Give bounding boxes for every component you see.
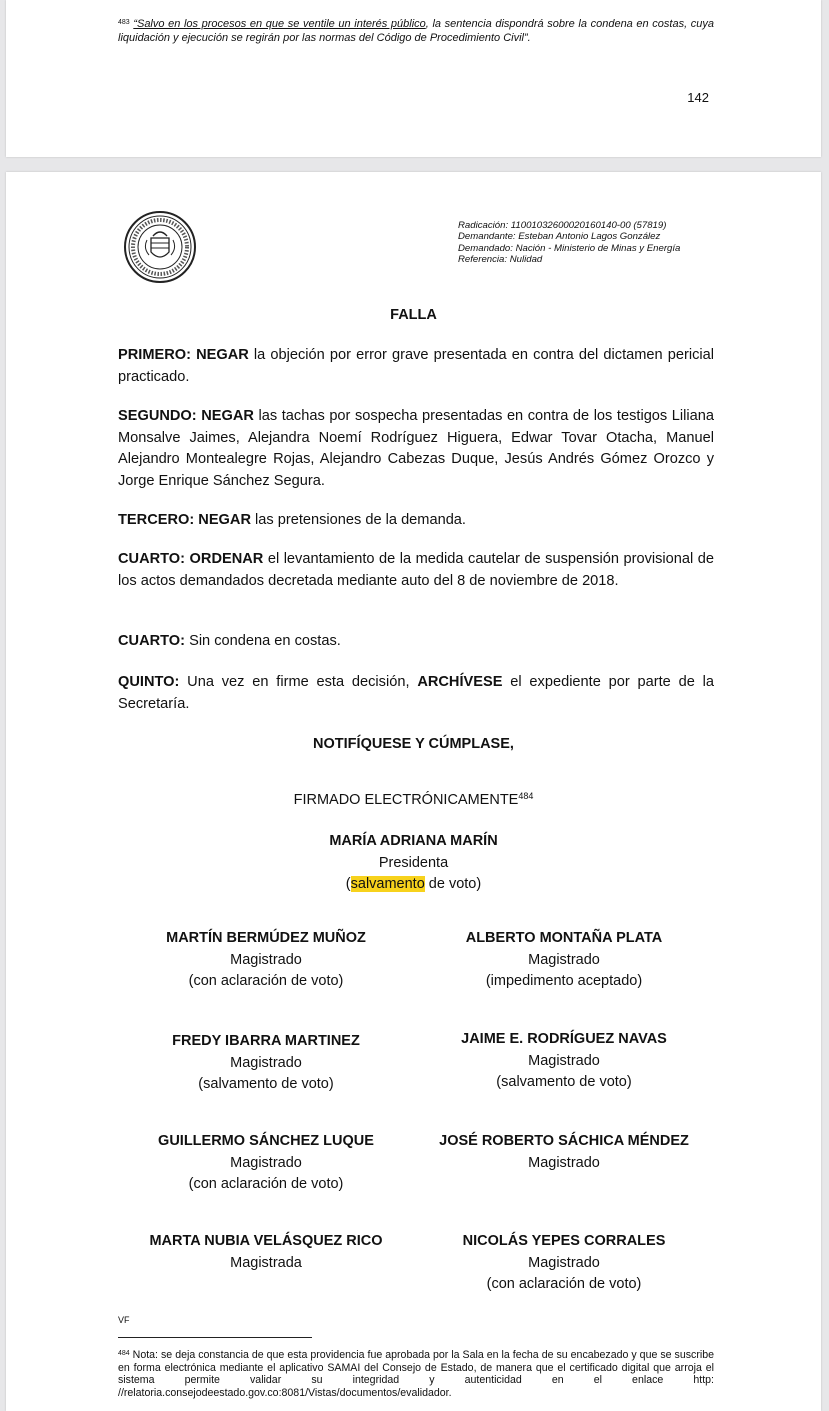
case-reference (458, 220, 716, 266)
signatory-note: (con aclaración de voto) (188, 1176, 344, 1193)
signatory-role: Magistrado (230, 1154, 302, 1171)
signatory-role: Presidenta (378, 854, 449, 871)
signatory-note: (salvamento de voto) (198, 1076, 334, 1093)
note-close: de voto) (424, 876, 482, 893)
case-referencia: Referencia: Nulidad (458, 254, 543, 266)
signatory-role: Magistrado (230, 951, 302, 968)
resolution-label: TERCERO: (118, 512, 195, 528)
case-demandante: Demandante: Esteban Antonio Lagos González (458, 231, 661, 243)
signature-block (96, 1231, 436, 1274)
signatory-name: MARTA NUBIA VELÁSQUEZ RICO (149, 1233, 383, 1249)
falla-title: FALLA (390, 307, 437, 323)
signature-block (96, 1031, 436, 1096)
footnote-text: Nota: se deja constancia de que esta providencia fue aprobada por la Sala en la fecha de su encabezado y que se suscribe en forma electrónica mediante el aplicativo SAMAI del Consejo de Estado, de manera que el certificado digital que arroja el sistema permite validar su integridad y autenticidad en el enlace http: //relatoria.consejodeestado.gov.co:8081/Vistas/documentos/evalidador. (118, 1349, 714, 1399)
signatory-role: Magistrado (528, 951, 600, 968)
drafter-initials: VF (118, 1315, 130, 1325)
signed-text: FIRMADO ELECTRÓNICAMENTE (293, 792, 519, 808)
resolution-label: CUARTO: (118, 551, 186, 567)
resolution-quinto (118, 672, 714, 715)
signatory-role: Magistrado (230, 1054, 302, 1071)
signatory-name: ALBERTO MONTAÑA PLATA (465, 930, 663, 946)
signatory-name: JAIME E. RODRÍGUEZ NAVAS (461, 1031, 667, 1047)
resolution-verb: ORDENAR (189, 551, 264, 567)
resolution-text: Sin condena en costas. (185, 633, 341, 649)
signatory-role: Magistrada (230, 1254, 302, 1271)
resolution-verb: NEGAR (196, 347, 249, 363)
previous-page (6, 0, 821, 157)
signatory-name: FREDY IBARRA MARTINEZ (172, 1033, 360, 1049)
signatory-role: Magistrado (528, 1052, 600, 1069)
resolution-text: el levantamiento de la medida cautelar de suspensión provisional de los actos demandados decretada mediante auto del 8 de noviembre de 2018. (118, 551, 715, 589)
signatory-note: (impedimento aceptado) (485, 973, 643, 990)
resolution-tercero (118, 510, 714, 532)
signature-block (96, 928, 436, 993)
resolution-label: SEGUNDO: (118, 408, 197, 424)
resolution-cuarto-ordenar (118, 549, 714, 592)
case-demandado: Demandado: Nación - Ministerio de Minas y Energía (458, 242, 681, 254)
signatory-note: (con aclaración de voto) (486, 1276, 642, 1293)
closing-formula: NOTIFÍQUESE Y CÚMPLASE, (313, 736, 514, 752)
consejo-de-estado-seal-icon (123, 210, 197, 284)
note-open: ( (345, 876, 351, 893)
resolution-verb: ARCHÍVESE (417, 674, 503, 690)
signatory-name: NICOLÁS YEPES CORRALES (462, 1233, 666, 1249)
page-number: 142 (687, 90, 709, 105)
resolution-text: las tachas por sospecha presentadas en contra de los testigos Liliana Monsalve Jaimes, Alejandra Noemí Rodríguez Higuera, Edwar Tovar Otacha, Manuel Alejandro Montealegre Rojas, Alejandro Cabezas Duque, Jesús Andrés Gómez Orozco y Jorge Enrique Sánchez Segura. (118, 408, 714, 489)
signature-block (394, 928, 734, 993)
footnote-484 (118, 1348, 714, 1399)
resolution-text: Una vez en firme esta decisión, (179, 674, 418, 690)
signatory-note (6, 874, 821, 896)
highlighted-search-term: salvamento (350, 876, 425, 893)
resolution-text: la objeción por error grave presentada en contra del dictamen pericial practicado. (118, 347, 714, 385)
resolution-label: PRIMERO: (118, 347, 191, 363)
resolution-verb: NEGAR (201, 408, 254, 424)
footnote-quote-rest: , la sentencia dispondrá sobre la condena en costas, cuya liquidación y ejecución se regirán por las normas del Código de Procedimiento Civil”. (118, 18, 714, 44)
document-page (6, 172, 821, 1411)
signatory-name: MARTÍN BERMÚDEZ MUÑOZ (166, 930, 366, 946)
signature-block (96, 1131, 436, 1196)
signatory-note: (salvamento de voto) (496, 1074, 632, 1091)
footnote-number: 483 (118, 19, 130, 26)
footnote-483 (118, 16, 714, 45)
footnote-quote-underlined: “Salvo en los procesos en que se ventile un interés público (133, 18, 426, 30)
signatory-name: GUILLERMO SÁNCHEZ LUQUE (158, 1133, 374, 1149)
signatory-note: (con aclaración de voto) (188, 973, 344, 990)
resolution-cuarto-costas (118, 631, 714, 653)
footnote-number: 484 (118, 1350, 130, 1357)
resolution-text: las pretensiones de la demanda. (250, 512, 466, 528)
resolution-segundo (118, 406, 714, 492)
signature-block (394, 1029, 734, 1094)
signatory-name: MARÍA ADRIANA MARÍN (329, 833, 498, 849)
resolution-verb: NEGAR (198, 512, 251, 528)
resolution-primero (118, 345, 714, 388)
signatory-role: Magistrado (528, 1254, 600, 1271)
president-signature (6, 831, 821, 896)
footnote-ref-484: 484 (518, 791, 534, 801)
case-radicacion: Radicación: 11001032600020160140-00 (57819) (458, 220, 667, 231)
footnote-divider (118, 1337, 312, 1338)
resolution-label: CUARTO: (118, 633, 186, 649)
signed-electronically (6, 786, 821, 812)
resolution-text-2: el expediente por parte de la Secretaría. (118, 674, 714, 712)
signature-block (394, 1131, 734, 1174)
resolution-label: QUINTO: (118, 674, 180, 690)
signatory-role: Magistrado (528, 1154, 600, 1171)
signatory-name: JOSÉ ROBERTO SÁCHICA MÉNDEZ (439, 1133, 689, 1149)
signature-block (394, 1231, 734, 1296)
